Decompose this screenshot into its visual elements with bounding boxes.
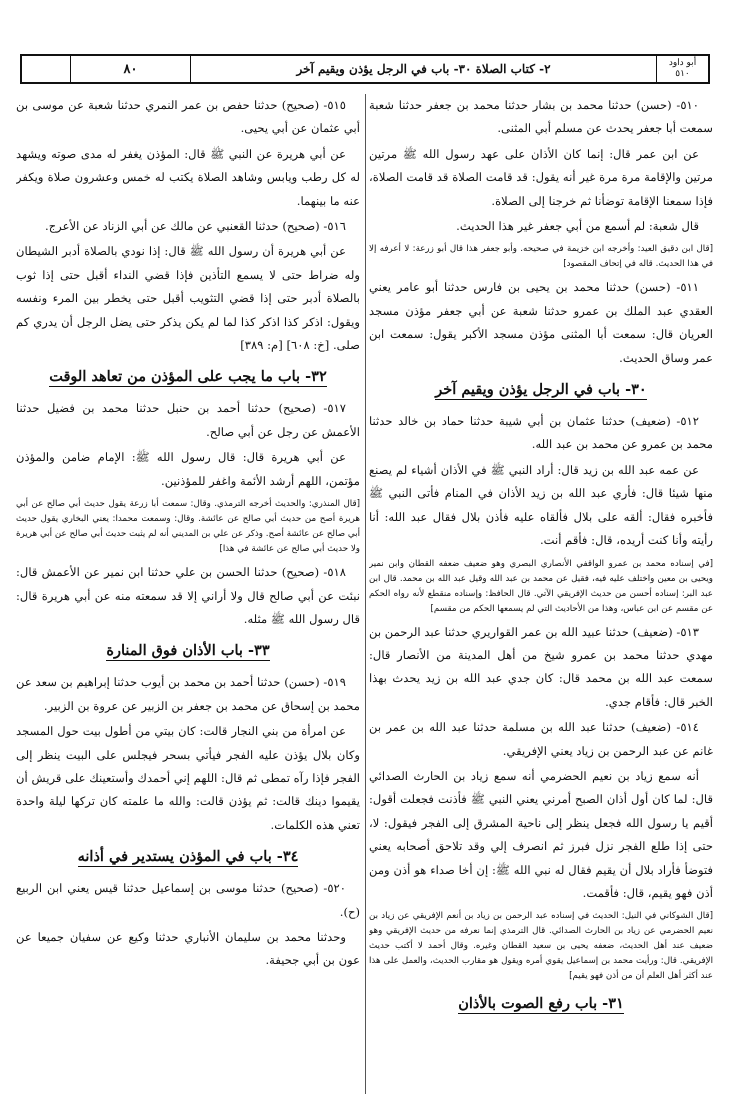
- header-book-name: أبو داود: [668, 58, 697, 68]
- header-book-cell: [656, 56, 708, 82]
- hadith-paragraph: قال شعبة: لم أسمع من أبي جعفر غير هذا الحديث.: [456, 219, 699, 234]
- hadith-paragraph: عن أبي هريرة عن النبي ﷺ قال: المؤذن يغفر له مدى صوته ويشهد له كل رطب ويابس وشاهد الصلاة يكتب له خمس وعشرون صلاة ويكفر عنه ما بينهما.: [16, 146, 360, 208]
- header-empty-cell: [22, 56, 70, 82]
- hadith-paragraph: عن عمه عبد الله بن زيد قال: أراد النبي ﷺ في الأذان أشياء لم يصنع منها شيئا قال: فأري عبد الله بن زيد الأذان في المنام فأتى النبي ﷺ فأخبره فقال: ألقه على بلال فألقاه عليه فأذن بلال فقال عبد الله: أنا رأيته وأنا كنت أريده، قال: فأقم أنت.: [369, 462, 713, 548]
- footnote-commentary: [في إسناده محمد بن عمرو الواقفي الأنصاري البصري وهو ضعيف ضعفه القطان وابن نمير ويحيى بن معين واختلف عليه فيه، فقيل عن محمد بن عبد الله وقيل عبد الله بن محمد. قال ابن عبد البر: إسناده أحسن من حديث الإفريقي الآتي. قال الحافظ: وإسناده منقطع لأنه رواه الحكم عن مقسم عن ابن عباس، وهذا من الأحاديث التي لم يسمعها الحكم من مقسم]: [369, 558, 713, 614]
- chapter-heading-text: ٣٢- باب ما يجب على المؤذن من تعاهد الوقت: [49, 368, 327, 386]
- chapter-heading: [369, 992, 713, 1016]
- hadith-paragraph: عن أبي هريرة أن رسول الله ﷺ قال: إذا نودي بالصلاة أدبر الشيطان وله ضراط حتى لا يسمع التأذين فإذا قضي النداء أقبل حتى إذا ثوب بالصلاة أدبر حتى إذا قضي التثويب أقبل حتى يخطر بين المرء ونفسه ويقول: اذكر كذا اذكر كذا لما لم يكن يذكر حتى يضل الرجل أن يدري كم صلى. [خ: ٦٠٨] [م: ٣٨٩]: [16, 244, 360, 353]
- chapter-heading: [369, 378, 713, 402]
- header-title: ٢- كتاب الصلاة ٣٠- باب في الرجل يؤذن ويقيم آخر: [190, 56, 656, 82]
- hadith-paragraph: عن ابن عمر قال: إنما كان الأذان على عهد رسول الله ﷺ مرتين مرتين والإقامة مرة مرة غير أنه يقول: قد قامت الصلاة قد قامت الصلاة، فإذا سمعنا الإقامة توضأنا ثم خرجنا إلى الصلاة.: [369, 146, 713, 208]
- hadith-paragraph: ٥١٨- (صحيح) حدثنا الحسن بن علي حدثنا ابن نمير عن الأعمش قال: نبئت عن أبي صالح قال ولا أراني إلا قد سمعته منه عن أبي هريرة قال: قال رسول الله ﷺ مثله.: [16, 565, 360, 626]
- hadith-paragraph: ٥١٢- (ضعيف) حدثنا عثمان بن أبي شيبة حدثنا حماد بن خالد حدثنا محمد بن عمرو عن محمد بن عبد الله.: [369, 414, 713, 452]
- left-column: [16, 94, 360, 1094]
- footnote-commentary: [قال المنذري: والحديث أخرجه الترمذي. وقال: سمعت أبا زرعة يقول حديث أبي صالح عن أبي هريرة أصح من حديث أبي صالح عن عائشة. وقال: وسمعت محمدا: يعني البخاري يقول حديث أبي صالح عن عائشة أصح. وذكر عن علي بن المديني أنه لم يثبت حديث أبي صالح عن أبي هريرة ولا حديث أبي صالح عن عائشة في هذا]: [16, 499, 360, 555]
- hadith-paragraph: ٥١٩- (حسن) حدثنا أحمد بن محمد بن أيوب حدثنا إبراهيم بن سعد عن محمد بن إسحاق عن محمد بن جعفر بن الزبير عن عروة بن الزبير.: [16, 675, 360, 713]
- chapter-heading: [16, 845, 360, 869]
- chapter-heading: [16, 365, 360, 389]
- footnote-commentary: [قال ابن دقيق العيد: وأخرجه ابن خزيمة في صحيحه. وأبو جعفر هذا قال أبو زرعة: لا أعرفه إلا في هذا الحديث. قاله في إتحاف المقصود]: [369, 244, 713, 270]
- hadith-paragraph: عن أبي هريرة قال: قال رسول الله ﷺ: الإمام ضامن والمؤذن مؤتمن، اللهم أرشد الأئمة واغفر للمؤذنين.: [16, 450, 360, 488]
- hadith-paragraph: عن امرأة من بني النجار قالت: كان بيتي من أطول بيت حول المسجد وكان بلال يؤذن عليه الفجر فيأتي بسحر فيجلس على البيت ينظر إلى الفجر فإذا رآه تمطى ثم قال: اللهم إني أحمدك وأستعينك على قريش أن يقيموا دينك قالت: ثم يؤذن قالت: والله ما علمته كان تركها ليلة واحدة تعني هذه الكلمات.: [16, 724, 360, 832]
- chapter-heading-text: ٣٠- باب في الرجل يؤذن ويقيم آخر: [435, 381, 647, 399]
- footnote-commentary: [قال الشوكاني في النيل: الحديث في إسناده عبد الرحمن بن زياد بن أنعم الإفريقي عن زياد بن نعيم الحضرمي عن زياد بن الحارث الصدائي. قال الترمذي إنما نعرفه من حديث الإفريقي وهو ضعيف عند أهل الحديث، ضعفه يحيى بن سعيد القطان وغيره. وقال أحمد لا أكتب حديث الإفريقي. قال: ورأيت محمد بن إسماعيل يقوي أمره ويقول هو مقارب الحديث، والعمل على هذا عند أكثر أهل العلم أن من أذن فهو يقيم]: [369, 911, 713, 982]
- column-divider: [365, 94, 366, 1094]
- hadith-paragraph: ٥١٦- (صحيح) حدثنا القعنبي عن مالك عن أبي الزناد عن الأعرج.: [45, 219, 346, 234]
- chapter-heading-text: ٣٤- باب في المؤذن يستدير في أذانه: [77, 848, 299, 866]
- hadith-paragraph: ٥١٤- (ضعيف) حدثنا عبد الله بن مسلمة حدثنا عبد الله بن عمر بن غانم عن عبد الرحمن بن زياد يعني الإفريقي.: [369, 720, 713, 758]
- hadith-paragraph: ٥١٧- (صحيح) حدثنا أحمد بن حنبل حدثنا محمد بن فضيل حدثنا الأعمش عن رجل عن أبي صالح.: [16, 401, 360, 439]
- running-header: [20, 54, 710, 84]
- chapter-heading-text: ٣٣- باب الأذان فوق المنارة: [106, 642, 270, 660]
- page-number: ٨٠: [70, 56, 190, 82]
- hadith-paragraph: وحدثنا محمد بن سليمان الأنباري حدثنا وكيع عن سفيان جميعا عن عون بن أبي جحيفة.: [16, 929, 360, 968]
- chapter-heading: [16, 639, 360, 663]
- hadith-paragraph: ٥٢٠- (صحيح) حدثنا موسى بن إسماعيل حدثنا قيس يعني ابن الربيع (ح).: [16, 881, 360, 919]
- hadith-paragraph: ٥١٠- (حسن) حدثنا محمد بن بشار حدثنا محمد بن جعفر حدثنا شعبة سمعت أبا جعفر يحدث عن مسلم أبي المثنى.: [369, 98, 713, 136]
- hadith-paragraph: ٥١٥- (صحيح) حدثنا حفص بن عمر النمري حدثنا شعبة عن موسى بن أبي عثمان عن أبي يحيى.: [16, 98, 360, 136]
- chapter-heading-text: ٣١- باب رفع الصوت بالأذان: [458, 995, 624, 1013]
- header-book-number: ٥١٠: [675, 69, 690, 79]
- hadith-paragraph: أنه سمع زياد بن نعيم الحضرمي أنه سمع زياد بن الحارث الصدائي قال: لما كان أول أذان الصبح أمرني يعني النبي ﷺ فأذنت فجعلت أقول: أقيم يا رسول الله فجعل ينظر إلى ناحية المشرق إلى الفجر فيقول: لا، حتى إذا طلع الفجر نزل فبرز ثم انصرف إلي وقد تلاحق أصحابه يعني فتوضأ فأراد بلال أن يقيم فقال له نبي الله ﷺ: إن أخا صداء هو أذن ومن أذن فهو يقيم، قال: فأقمت.: [369, 768, 713, 900]
- hadith-paragraph: ٥١٣- (ضعيف) حدثنا عبيد الله بن عمر القواريري حدثنا عبد الرحمن بن مهدي حدثنا محمد بن عمرو شيخ من أهل المدينة من الأنصار قال: سمعت عبد الله بن محمد قال: كان جدي عبد الله بن زيد يحدث بهذا الخبر قال: فأقام جدي.: [369, 624, 713, 709]
- hadith-paragraph: ٥١١- (حسن) حدثنا محمد بن يحيى بن فارس حدثنا أبو عامر يعني العقدي عبد الملك بن عمرو حدثنا شعبة عن أبي جعفر مؤذن مسجد العريان قال: سمعت أبا المثنى مؤذن مسجد الأكبر يقول: سمعت ابن عمر وساق الحديث.: [369, 280, 713, 365]
- right-column: [369, 94, 713, 1094]
